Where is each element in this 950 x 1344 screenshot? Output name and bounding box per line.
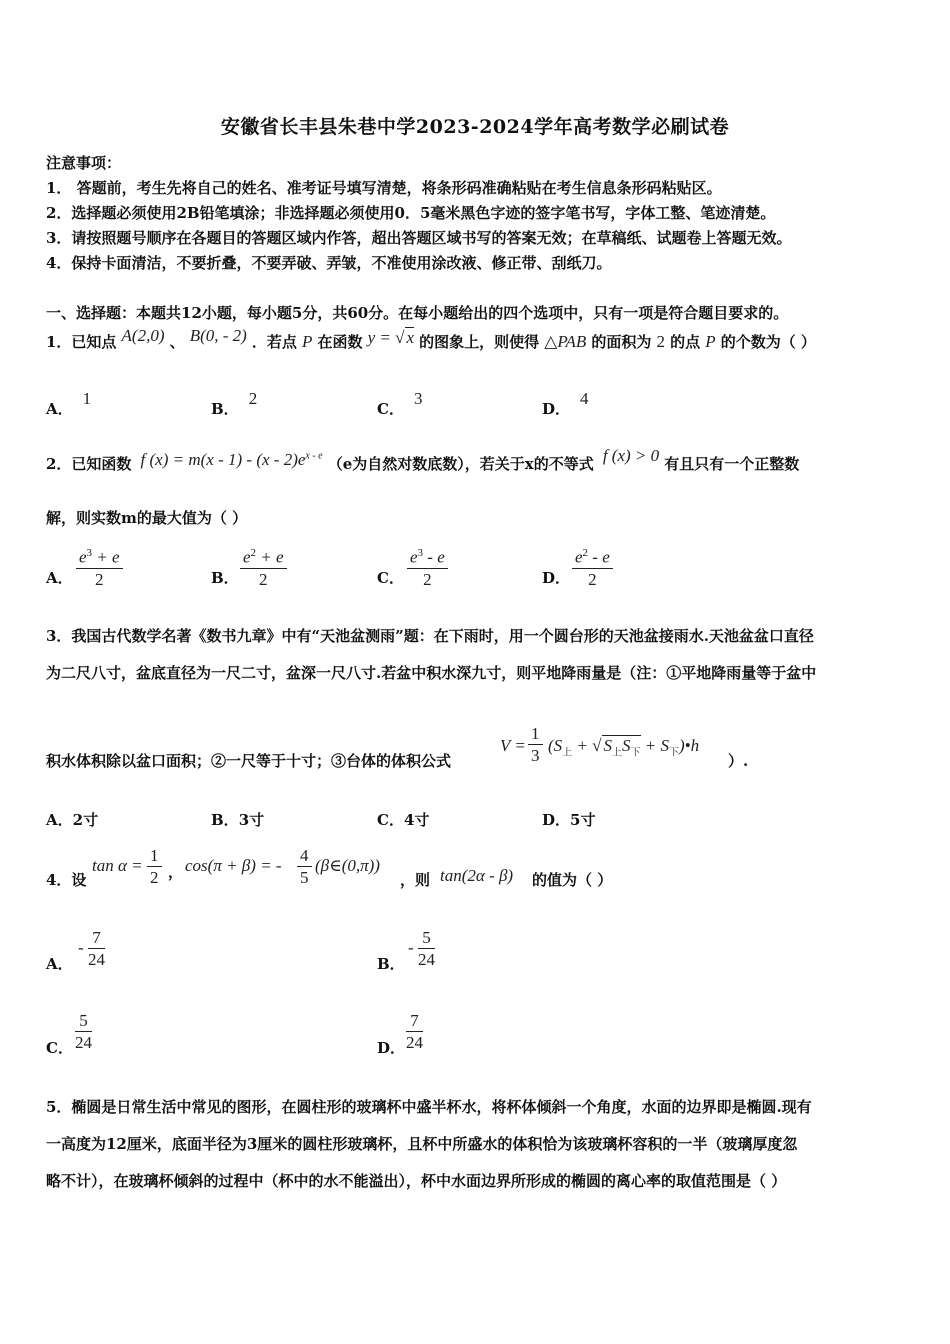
q1-point-a: A(2,0): [121, 326, 165, 345]
q4-target-expression: tan(2α - β): [440, 866, 514, 885]
q1-option-b[interactable]: B．2: [211, 389, 258, 418]
q1-text-3: ．若点: [251, 333, 297, 351]
q3-volume-fraction: 1 3: [528, 724, 543, 767]
q3-volume-rhs: ($S_上$ + √ $S_上S_下$ + $S_下)•h$: [548, 736, 700, 759]
q1-text-8: 的个数为（ ）: [720, 333, 816, 351]
q4-text-3: 的值为（ ）: [532, 871, 613, 889]
q3-line-3-end: ）.: [728, 752, 749, 770]
q4-option-a-fraction[interactable]: 7 24: [88, 928, 105, 969]
q4-option-d-fraction[interactable]: 7 24: [406, 1011, 423, 1052]
q2-text-2: （e为自然对数底数），若关于x的不等式: [327, 455, 594, 473]
notice-heading: 注意事项：: [46, 154, 122, 172]
q4-text-1: 4．设: [46, 871, 87, 889]
q2-function: f $(x) = m(x - 1) - (x - 2)e^{x - e}$: [140, 450, 323, 469]
q2-option-c-label[interactable]: C．: [377, 569, 404, 587]
q4-cos-given: cos(π + β) = -: [185, 856, 282, 875]
notice-item-1: 1． 答题前，考生先将自己的姓名、准考证号填写清楚，将条形码准确粘贴在考生信息条形码粘贴区。: [46, 179, 722, 197]
q4-option-b-fraction[interactable]: 5 24: [418, 928, 435, 969]
q5-line-1: 5．椭圆是日常生活中常见的图形，在圆柱形的玻璃杯中盛半杯水，将杯体倾斜一个角度，水面的边界即是椭圆.现有: [46, 1098, 812, 1116]
q4-option-c-label[interactable]: C．: [46, 1039, 73, 1057]
q2-option-a-fraction[interactable]: $e^3 + e$ 2: [76, 543, 123, 591]
q4-tan-fraction: 1 2: [147, 846, 162, 889]
q4-option-b-sign[interactable]: -: [408, 938, 414, 957]
q2-option-b-fraction[interactable]: $e^2 + e$ 2: [240, 543, 287, 591]
q1-function: y = √ x: [367, 328, 415, 347]
q3-option-a[interactable]: A．2寸: [46, 811, 99, 829]
q1-area-value: 2: [656, 332, 665, 351]
q1-text-2: 、: [169, 333, 185, 351]
q3-option-c[interactable]: C．4寸: [377, 811, 430, 829]
q1-triangle: △PAB: [544, 332, 587, 351]
q3-line-3: 积水体积除以盆口面积；②一尺等于十寸；③台体的体积公式: [46, 752, 452, 770]
q4-option-a-label[interactable]: A．: [46, 955, 73, 973]
question-2: [46, 446, 800, 474]
q2-inequality: f (x) > 0: [602, 446, 660, 465]
page-title: 安徽省长丰县朱巷中学2023-2024学年高考数学必刷试卷: [220, 116, 730, 138]
q3-line-2: 为二尺八寸，盆底直径为一尺二寸，盆深一尺八寸.若盆中积水深九寸，则平地降雨量是（注：①平地降雨量等于盆中: [46, 664, 817, 682]
q2-option-d-fraction[interactable]: $e^2$ - e 2: [572, 543, 613, 591]
q4-cos-fraction: 4 5: [297, 846, 312, 889]
q4-comma: ，: [168, 863, 184, 881]
notice-item-2: 2．选择题必须使用2B铅笔填涂；非选择题必须使用0．5毫米黑色字迹的签字笔书写，字体工整、笔迹清楚。: [46, 204, 776, 222]
q1-text-5: 的图象上，则使得: [419, 333, 540, 351]
q1-text-4: 在函数: [317, 333, 363, 351]
q1-point-p2: P: [705, 332, 716, 351]
q2-option-a-label[interactable]: A．: [46, 569, 73, 587]
q4-option-d-label[interactable]: D．: [377, 1039, 406, 1057]
q4-tan-given: tan α =: [92, 856, 143, 875]
q1-text-7: 的点: [670, 333, 701, 351]
q1-point-b: B(0, - 2): [189, 326, 247, 345]
q5-line-3: 略不计），在玻璃杯倾斜的过程中（杯中的水不能溢出），杯中水面边界所形成的椭圆的离心率的取值范围是（ ）: [46, 1172, 787, 1190]
question-1: [46, 326, 816, 352]
q4-beta-range: (β∈(0,π)): [315, 856, 380, 875]
q1-option-a[interactable]: A．1: [46, 389, 92, 418]
q2-option-c-fraction[interactable]: $e^3$ - e 2: [407, 543, 448, 591]
q1-text-1: 1．已知点: [46, 333, 117, 351]
notice-item-4: 4．保持卡面清洁，不要折叠，不要弄破、弄皱，不准使用涂改液、修正带、刮纸刀。: [46, 254, 612, 272]
notice-item-3: 3．请按照题号顺序在各题目的答题区域内作答，超出答题区域书写的答案无效；在草稿纸、试题卷上答题无效。: [46, 229, 792, 247]
q4-option-a-sign[interactable]: -: [78, 938, 84, 957]
q1-option-c[interactable]: C．3: [377, 389, 423, 418]
q1-option-d[interactable]: D．4: [542, 389, 589, 418]
q2-text-1: 2．已知函数: [46, 455, 132, 473]
q3-line-1: 3．我国古代数学名著《数书九章》中有“天池盆测雨”题：在下雨时，用一个圆台形的天池盆接雨水.天池盆盆口直径: [46, 627, 814, 645]
q2-option-b-label[interactable]: B．: [211, 569, 239, 587]
section-heading: 一、选择题：本题共12小题，每小题5分，共60分。在每小题给出的四个选项中，只有一项是符合题目要求的。: [46, 304, 789, 322]
q1-text-6: 的面积为: [591, 333, 652, 351]
q4-option-c-fraction[interactable]: 5 24: [75, 1011, 92, 1052]
q4-option-b-label[interactable]: B．: [377, 955, 405, 973]
q3-volume-lhs: V =: [500, 736, 526, 755]
q1-point-p: P: [302, 332, 313, 351]
q5-line-2: 一高度为12厘米，底面半径为3厘米的圆柱形玻璃杯，且杯中所盛水的体积恰为该玻璃杯容积的一半（玻璃厚度忽: [46, 1135, 798, 1153]
q3-option-b[interactable]: B．3寸: [211, 811, 265, 829]
q3-option-d[interactable]: D．5寸: [542, 811, 596, 829]
q2-text-3: 有且只有一个正整数: [664, 455, 800, 473]
q2-line-2: 解，则实数m的最大值为（ ）: [46, 509, 248, 527]
q2-option-d-label[interactable]: D．: [542, 569, 571, 587]
q4-text-2: ，则: [400, 871, 431, 889]
